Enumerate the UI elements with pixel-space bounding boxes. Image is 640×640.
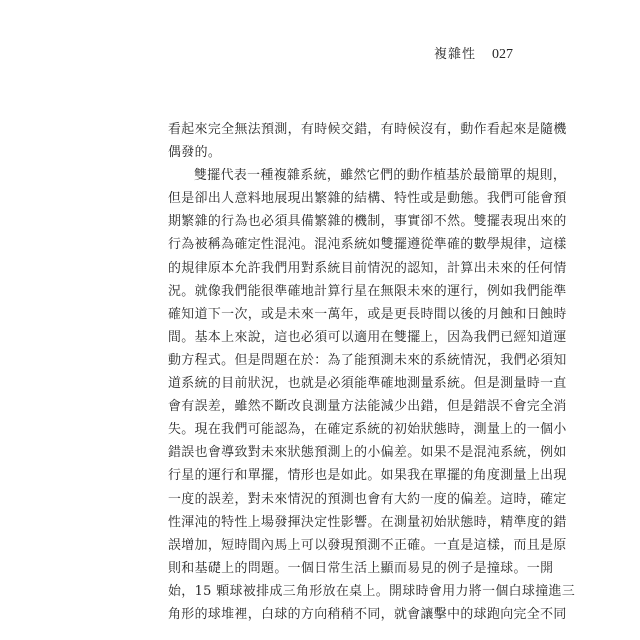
page-number: 027 [492,47,513,62]
text-line: 道系統的目前狀況，也就是必須能準確地測量系統。但是測量時一直 [168,376,567,392]
text-line: 則和基礎上的問題。一個日常生活上顯而易見的例子是撞球。一開 [168,560,554,576]
text-line: 動方程式。但是問題在於：為了能預測未來的系統情況，我們必須知 [168,352,567,368]
text-line: 始，15 顆球被排成三角形放在桌上。開球時會用力將一個白球撞進三 [168,583,576,599]
text-line: 的規律原本允許我們用對系統目前情況的認知，計算出未來的任何情 [168,260,567,276]
text-line: 行為被稱為確定性混沌。混沌系統如雙擺遵從準確的數學規律，這樣 [168,237,567,253]
text-line: 誤增加，短時間內馬上可以發現預測不正確。一直是這樣，而且是原 [168,537,567,553]
text-line: 況。就像我們能很準確地計算行星在無限未來的運行，例如我們能準 [168,283,567,299]
text-line: 間。基本上來說，這也必須可以適用在雙擺上，因為我們已經知道運 [168,329,567,345]
text-line: 一度的誤差，對未來情況的預測也會有大約一度的偏差。這時，確定 [168,491,567,507]
chapter-title: 複雜性 [433,47,476,62]
text-line: 偶發的。 [168,145,222,161]
text-line: 行星的運行和單擺，情形也是如此。如果我在單擺的角度測量上出現 [168,468,567,484]
text-line: 期繁雜的行為也必須具備繁雜的機制，事實卻不然。雙擺表現出來的 [168,214,567,230]
text-line: 確知道下一次，或是未來一萬年，或是更長時間以後的月蝕和日蝕時 [168,306,567,322]
text-line: 但是卻出人意料地展現出繁雜的結構、特性或是動態。我們可能會預 [168,191,567,207]
running-header [434,43,513,63]
text-line: 性渾沌的特性上場發揮決定性影響。在測量初始狀態時，精準度的錯 [168,514,567,530]
text-line: 雙擺代表一種複雜系統，雖然它們的動作植基於最簡單的規則， [194,168,567,184]
text-line: 失。現在我們可能認為，在確定系統的初始狀態時，測量上的一個小 [168,422,567,438]
body-text [168,118,576,626]
text-line: 錯誤也會導致對未來狀態預測上的小偏差。如果不是混沌系統，例如 [168,445,567,461]
text-line: 會有誤差，雖然不斷改良測量方法能減少出錯，但是錯誤不會完全消 [168,399,567,415]
text-line: 角形的球堆裡，白球的方向稍稍不同，就會讓擊中的球跑向完全不同 [168,606,567,622]
text-line: 看起來完全無法預測，有時候交錯，有時候沒有，動作看起來是隨機 [168,122,567,137]
